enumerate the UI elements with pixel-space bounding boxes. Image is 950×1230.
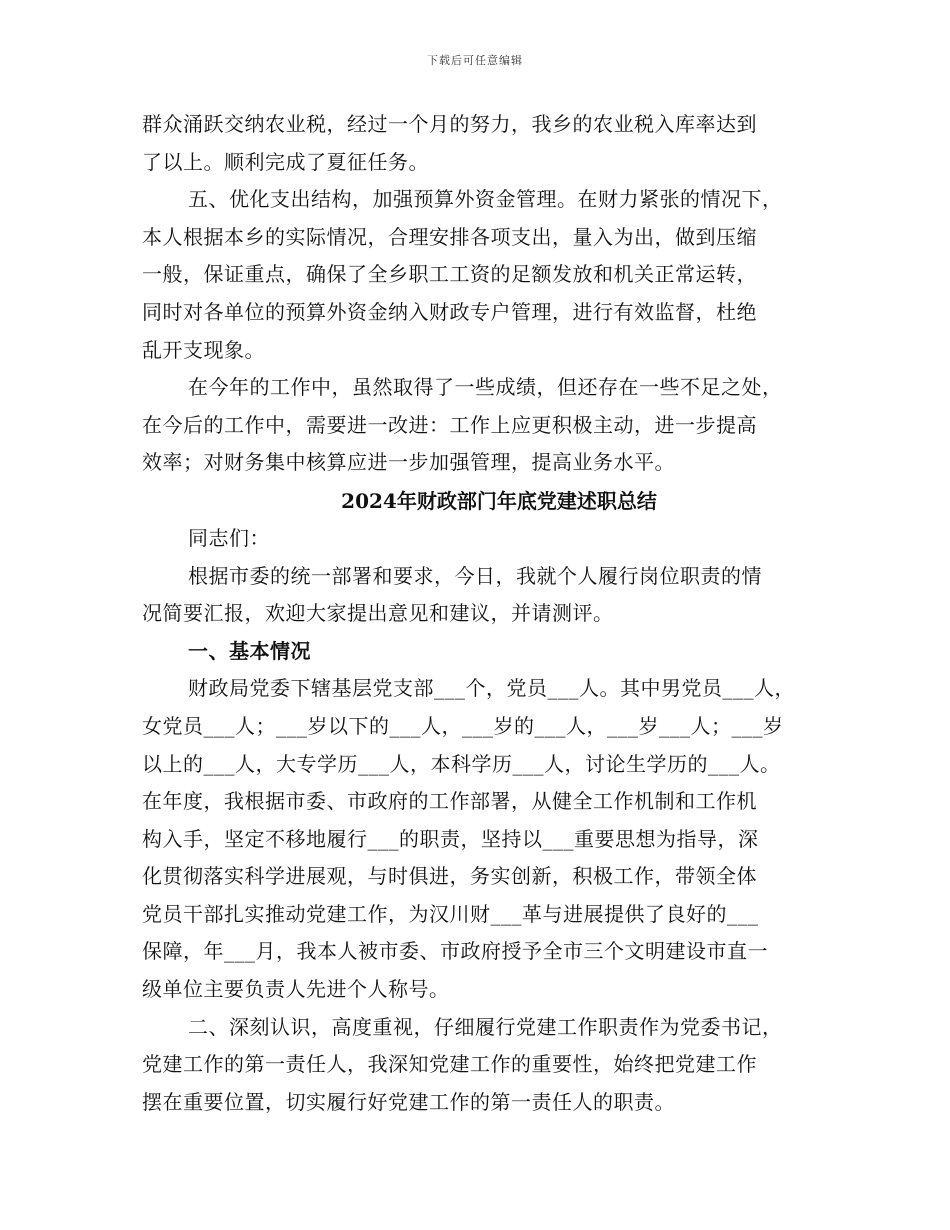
paragraph-line: 以上的___人，大专学历___人，本科学历___人，讨论生学历的___人。 <box>142 751 781 776</box>
document-body <box>142 106 832 1121</box>
greeting: 同志们： <box>188 525 270 550</box>
paragraph-line: 化贯彻落实科学进展观，与时俱进，务实创新，积极工作，带领全体 <box>142 864 757 889</box>
paragraph-line: 党建工作的第一责任人，我深知党建工作的重要性，始终把党建工作 <box>142 1052 757 1077</box>
paragraph-line: 在今年的工作中，虽然取得了一些成绩，但还存在一些不足之处， <box>188 375 783 400</box>
paragraph-line: 在今后的工作中，需要进一改进：工作上应更积极主动，进一步提高 <box>142 412 757 437</box>
paragraph-line: 保障，年___月，我本人被市委、市政府授予全市三个文明建设市直一 <box>142 939 768 964</box>
paragraph-line: 本人根据本乡的实际情况，合理安排各项支出，量入为出，做到压缩 <box>142 224 757 249</box>
paragraph-line: 级单位主要负责人先进个人称号。 <box>142 977 450 1002</box>
paragraph-line: 效率；对财务集中核算应进一步加强管理，提高业务水平。 <box>142 450 675 475</box>
paragraph-line: 同时对各单位的预算外资金纳入财政专户管理，进行有效监督，杜绝 <box>142 299 757 324</box>
paragraph-line: 根据市委的统一部署和要求，今日，我就个人履行岗位职责的情 <box>188 563 762 588</box>
paragraph-line: 况简要汇报，欢迎大家提出意见和建议，并请测评。 <box>142 601 614 626</box>
paragraph-line: 二、深刻认识，高度重视，仔细履行党建工作职责作为党委书记， <box>188 1014 783 1039</box>
paragraph-line: 五、优化支出结构，加强预算外资金管理。在财力紧张的情况下， <box>188 187 783 212</box>
paragraph-line: 党员干部扎实推动党建工作，为汉川财___革与进展提供了良好的___ <box>142 901 759 926</box>
paragraph-line: 摆在重要位置，切实履行好党建工作的第一责任人的职责。 <box>142 1089 675 1114</box>
document-title: 2024年财政部门年底党建述职总结 <box>341 488 657 513</box>
paragraph-line: 一般，保证重点，确保了全乡职工工资的足额发放和机关正常运转， <box>142 262 757 287</box>
paragraph-line: 乱开支现象。 <box>142 337 265 362</box>
section-heading: 一、基本情况 <box>188 638 311 663</box>
paragraph-line: 群众涌跃交纳农业税，经过一个月的努力，我乡的农业税入库率达到 <box>142 112 757 136</box>
paragraph-line: 财政局党委下辖基层党支部___个，党员___人。其中男党员___人， <box>188 676 795 701</box>
paragraph-line: 构入手，坚定不移地履行___的职责，坚持以___重要思想为指导，深 <box>142 826 759 851</box>
paragraph-line: 女党员___人；___岁以下的___人，___岁的___人，___岁___人；___岁 <box>142 713 784 738</box>
page-header: 下载后可任意编辑 <box>427 54 523 67</box>
paragraph-line: 在年度，我根据市委、市政府的工作部署，从健全工作机制和工作机 <box>142 789 757 814</box>
paragraph-line: 了以上。顺利完成了夏征任务。 <box>142 149 429 174</box>
